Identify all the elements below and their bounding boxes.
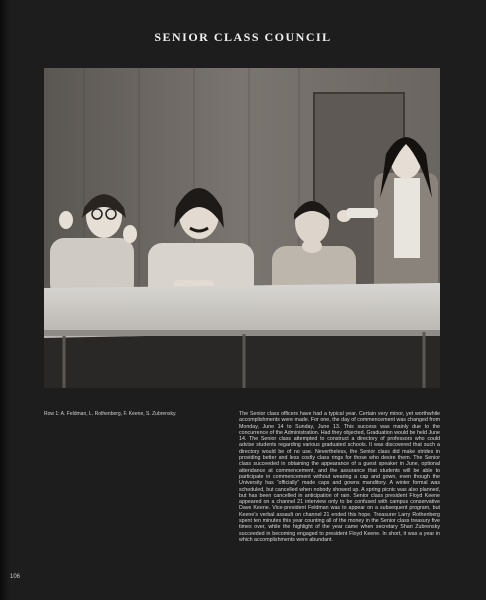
page-binding-shadow [0, 0, 10, 600]
page-number: 106 [10, 574, 21, 580]
group-photo [44, 68, 440, 388]
photo-illustration [44, 68, 440, 388]
article-body: The Senior class officers have had a typical year. Certain very minor, yet worthwhile accomplishments were made. For one, the day of commencement was changed from Monday, June 14 to Sunday, June 13. This success was mainly due to the concurrence of the Administration. Had they objected, Graduation would be held June 14. The Senior class attempted to construct a directory of professors who could advise students regarding various graduated schools. It was discovered that such a directory would be of no use. Nevertheless, the Senior class did make strides in providing better and less costly class rings for those who desire them. The Senior class succeeded in obtaining the appearance of a guest speaker in June, optional attendance at commencement, and the assurance that students will be able to participate in commencement without wearing a cap and gown, even though the University has “officially” made caps and gowns manditory. A winter formal was scheduled, but cancelled when nobody showed up. A spring picnic was also planned, but has been cancelled in anticipation of rain. Senior class president Floyd Keene appeared on a channel 21 interview only to be confused with campus conservative Dave Keene. Vice-president Feldman was to appear on a subsequent program, but Keene's verbal assault on channel 21 ended this hope. Treasurer Larry Rothenberg spent ten minutes this year counting all of the money in the Senior class treasury five times over, while the highlight of the year came when secretary Shari Zubrensky succeeded in becoming engaged to president Floyd Keene. In short, it was a year in which accomplishments were abundant. [239, 411, 440, 543]
page-title: SENIOR CLASS COUNCIL [154, 30, 332, 44]
photo-caption: Row 1: A. Feldman, L. Rothenberg, F. Keene, S. Zubrensky. [44, 411, 177, 417]
